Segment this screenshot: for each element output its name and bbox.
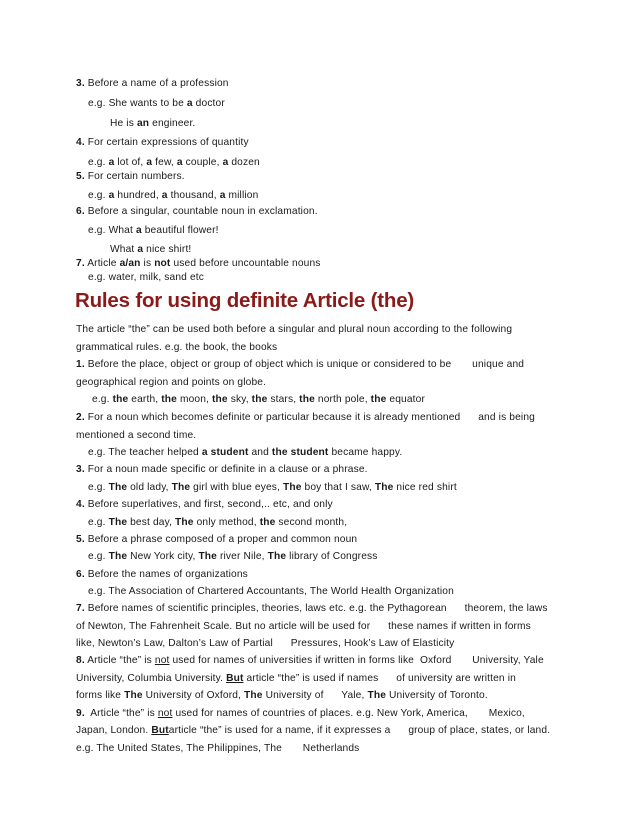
rule-number: 5. <box>76 534 85 545</box>
rule-5-numbers: 5. For certain numbers. <box>76 171 185 182</box>
rule-text: like, Newton’s Law, Dalton’s Law of Partial Pressures, Hook’s Law of Elasticity <box>76 638 455 649</box>
rule-7-principles: 7. Before names of scientific principles, theories, laws etc. e.g. the Pythagorean theorem, the laws <box>76 603 548 614</box>
rule-number: 8. <box>76 655 85 666</box>
rule-number: 2. <box>76 412 85 423</box>
intro-line: The article “the” can be used both before a singular and plural noun according to the following <box>76 324 513 335</box>
rule-number: 5. <box>76 171 85 182</box>
example-line: What a nice shirt! <box>110 244 192 255</box>
rule-1-unique: 1. Before the place, object or group of object which is unique or considered to be unique and <box>76 359 525 370</box>
rule-5-proper-noun: 5. Before a phrase composed of a proper and common noun <box>76 534 358 545</box>
rule-6-organizations: 6. Before the names of organizations <box>76 569 248 580</box>
rule-number: 4. <box>76 137 85 148</box>
example-line: e.g. water, milk, sand etc <box>88 272 205 283</box>
rule-number: 6. <box>76 206 85 217</box>
rule-9-countries: 9. Article “the” is not used for names of countries of places. e.g. New York, America, Mexico, <box>76 708 525 719</box>
rule-number: 3. <box>76 464 85 475</box>
example-line: e.g. What a beautiful flower! <box>88 225 219 236</box>
rule-text: forms like The University of Oxford, The University of Yale, The University of Toronto. <box>76 690 488 701</box>
example-line: e.g. the earth, the moon, the sky, the stars, the north pole, the equator <box>92 394 425 405</box>
rule-4-superlatives: 4. Before superlatives, and first, second,.. etc, and only <box>76 499 333 510</box>
rule-8-universities: 8. Article “the” is not used for names of universities if written in forms like Oxford University, Yale <box>76 655 544 666</box>
rule-4-quantity: 4. For certain expressions of quantity <box>76 137 249 148</box>
example-line: e.g. The best day, The only method, the second month, <box>88 517 348 528</box>
example-line: He is an engineer. <box>110 118 196 129</box>
example-line: e.g. a lot of, a few, a couple, a dozen <box>88 157 260 168</box>
rule-text: University, Columbia University. But article “the” is used if names of university are written in <box>76 673 516 684</box>
rule-text: Japan, London. Butarticle “the” is used for a name, if it expresses a group of place, states, or land. <box>76 725 551 736</box>
rule-text: mentioned a second time. <box>76 430 197 441</box>
rule-number: 7. <box>76 258 85 269</box>
rule-text: geographical region and points on globe. <box>76 377 267 388</box>
intro-line: grammatical rules. e.g. the book, the books <box>76 342 278 353</box>
rule-number: 9. <box>76 708 85 719</box>
rule-7-uncountable: 7. Article a/an is not used before uncountable nouns <box>76 258 321 269</box>
example-line: e.g. a hundred, a thousand, a million <box>88 190 259 201</box>
example-line: e.g. The New York city, The river Nile, The library of Congress <box>88 551 378 562</box>
rule-text: of Newton, The Fahrenheit Scale. But no article will be used for these names if written in forms <box>76 621 531 632</box>
example-line: e.g. The teacher helped a student and the student became happy. <box>88 447 403 458</box>
rule-number: 1. <box>76 359 85 370</box>
rule-3-specific: 3. For a noun made specific or definite in a clause or a phrase. <box>76 464 368 475</box>
rule-number: 7. <box>76 603 85 614</box>
example-line: e.g. The Association of Chartered Accountants, The World Health Organization <box>88 586 454 597</box>
example-line: e.g. The United States, The Philippines, The Netherlands <box>76 743 360 754</box>
rule-number: 4. <box>76 499 85 510</box>
rule-3-profession: 3. Before a name of a profession <box>76 78 229 89</box>
rule-2-particular: 2. For a noun which becomes definite or particular because it is already mentioned and is being <box>76 412 535 423</box>
rule-number: 6. <box>76 569 85 580</box>
example-line: e.g. She wants to be a doctor <box>88 98 225 109</box>
section-heading: Rules for using definite Article (the) <box>75 289 415 312</box>
rule-6-exclamation: 6. Before a singular, countable noun in exclamation. <box>76 206 318 217</box>
rule-number: 3. <box>76 78 85 89</box>
example-line: e.g. The old lady, The girl with blue eyes, The boy that I saw, The nice red shirt <box>88 482 457 493</box>
